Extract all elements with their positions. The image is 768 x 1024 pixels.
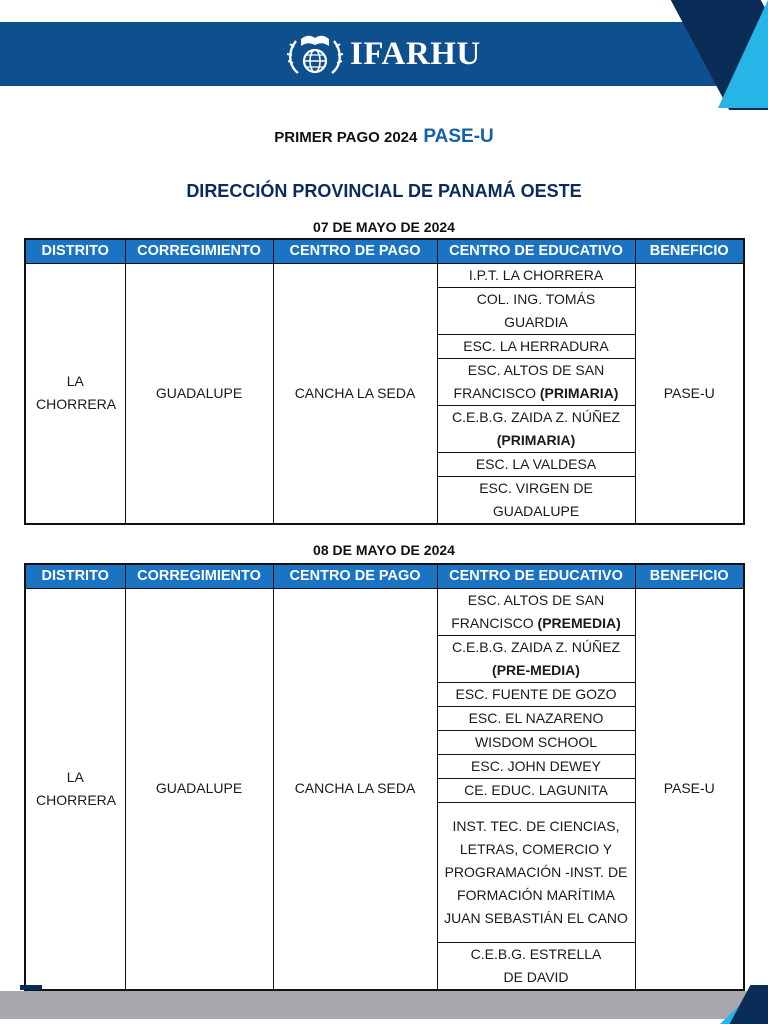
school-name: ESC. VIRGEN DE GUADALUPE — [479, 479, 593, 519]
school-name: ESC. LA VALDESA — [475, 455, 597, 472]
region-title: DIRECCIÓN PROVINCIAL DE PANAMÁ OESTE — [186, 181, 582, 201]
column-header: CENTRO DE EDUCATIVO — [437, 564, 635, 588]
centro-pago-cell: CANCHA LA SEDA — [273, 588, 437, 990]
school-cell — [437, 405, 635, 452]
school-name: INST. TEC. DE CIENCIAS, LETRAS, COMERCIO Y PROGRAMACIÓN -INST. DE FORMACIÓN MARÍTIMA JUAN SEBASTIÁN EL CANO — [444, 817, 628, 926]
school-name: ESC. ALTOS DE SAN FRANCISCO — [453, 361, 605, 401]
school-cell — [437, 778, 635, 802]
school-cell — [437, 730, 635, 754]
schedule-table-day2 — [24, 563, 745, 991]
school-name: ESC. EL NAZARENO — [468, 709, 604, 726]
school-cell — [437, 802, 635, 942]
school-name: C.E.B.G. ZAIDA Z. NÚÑEZ — [451, 638, 621, 655]
title-prefix: PRIMER PAGO 2024 — [274, 129, 418, 146]
footer-decoration — [0, 985, 768, 1024]
school-cell — [437, 635, 635, 682]
corregimiento-cell: GUADALUPE — [125, 588, 273, 990]
school-cell — [437, 452, 635, 476]
distrito-cell: LA CHORRERA — [25, 263, 125, 524]
school-name: I.P.T. LA CHORRERA — [468, 266, 604, 283]
column-header: CENTRO DE EDUCATIVO — [437, 239, 635, 263]
school-name: C.E.B.G. ESTRELLA DE DAVID — [470, 945, 602, 985]
header-banner — [0, 0, 768, 110]
school-name: CE. EDUC. LAGUNITA — [464, 781, 608, 798]
school-name: C.E.B.G. ZAIDA Z. NÚÑEZ — [451, 408, 621, 425]
school-cell — [437, 588, 635, 635]
school-name: ESC. JOHN DEWEY — [471, 757, 601, 774]
school-name: ESC. ALTOS DE SAN FRANCISCO — [451, 591, 605, 631]
school-name: COL. ING. TOMÁS GUARDIA — [476, 290, 596, 330]
beneficio-cell: PASE-U — [635, 263, 744, 524]
table-row — [25, 588, 744, 635]
school-cell — [437, 942, 635, 990]
date-heading-day1: 07 DE MAYO DE 2024 — [313, 219, 455, 235]
school-name: ESC. FUENTE DE GOZO — [455, 685, 617, 702]
school-cell — [437, 476, 635, 524]
school-name: ESC. LA HERRADURA — [463, 337, 609, 354]
school-level: (PRIMARIA) — [496, 431, 576, 448]
logo-text: IFARHU — [350, 35, 481, 72]
school-cell — [437, 334, 635, 358]
column-header: DISTRITO — [25, 239, 125, 263]
school-level: (PRE-MEDIA) — [492, 661, 580, 678]
ifarhu-logo — [284, 28, 481, 80]
footer-gray-band — [0, 991, 768, 1019]
ifarhu-emblem-icon — [284, 29, 346, 79]
table-header-row — [25, 564, 744, 588]
centro-pago-cell: CANCHA LA SEDA — [273, 263, 437, 524]
column-header: BENEFICIO — [635, 564, 744, 588]
column-header: CORREGIMIENTO — [125, 239, 273, 263]
school-cell — [437, 706, 635, 730]
school-cell — [437, 682, 635, 706]
school-name: WISDOM SCHOOL — [474, 733, 598, 750]
distrito-cell: LA CHORRERA — [25, 588, 125, 990]
column-header: CORREGIMIENTO — [125, 564, 273, 588]
school-level: (PREMEDIA) — [537, 614, 621, 631]
column-header: CENTRO DE PAGO — [273, 564, 437, 588]
title-program: PASE-U — [423, 126, 494, 147]
document-title — [0, 126, 768, 148]
column-header: CENTRO DE PAGO — [273, 239, 437, 263]
schedule-table-day1 — [24, 238, 745, 525]
school-cell — [437, 754, 635, 778]
table-header-row — [25, 239, 744, 263]
school-cell — [437, 358, 635, 405]
column-header: DISTRITO — [25, 564, 125, 588]
column-header: BENEFICIO — [635, 239, 744, 263]
footer-accent-left — [20, 985, 42, 990]
date-heading-day2: 08 DE MAYO DE 2024 — [313, 542, 455, 558]
corregimiento-cell: GUADALUPE — [125, 263, 273, 524]
beneficio-cell: PASE-U — [635, 588, 744, 990]
school-cell — [437, 263, 635, 287]
table-row — [25, 263, 744, 287]
school-level: (PRIMARIA) — [539, 384, 619, 401]
school-cell — [437, 287, 635, 334]
